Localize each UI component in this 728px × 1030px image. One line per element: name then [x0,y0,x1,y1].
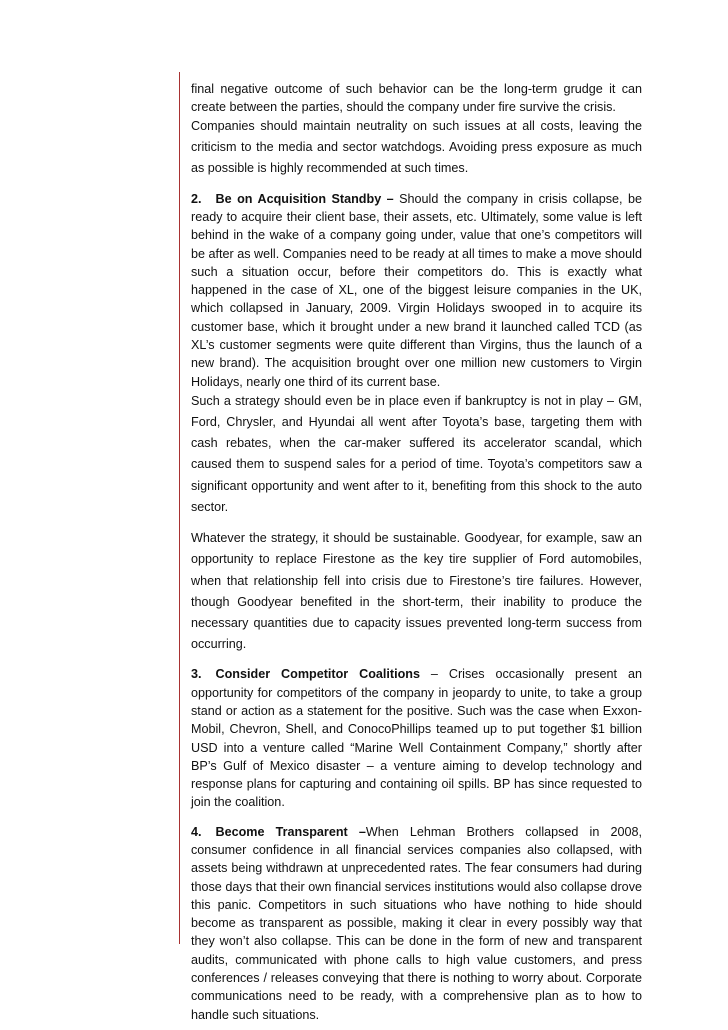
section-2-number: 2. [191,191,202,206]
section-2-body: Should the company in crisis collapse, be ready to acquire their client base, their assets, etc. Ultimately, some value is left behind in the wake of a company going under, value that one’s competitors will be after as well. Companies need to be ready at all times to make a move should such a situation occur, before their competitors do. This is exactly what happened in the case of XL, one of the biggest leisure companies in the UK, which collapsed in January, 2009. Virgin Holidays swooped in to acquire its customer base, which it brought under a new brand it launched called TCD (as XL’s customer segments were quite different than Virgins, thus the launch of a new brand). The acquisition brought over one million new customers to Virgin Holidays, nearly one third of its current base. [191,191,642,389]
document-body [191,80,642,1024]
section-4-number: 4. [191,824,202,839]
section-3-number: 3. [191,667,202,682]
section-4-body: When Lehman Brothers collapsed in 2008, consumer confidence in all financial services companies also collapsed, with assets being withdrawn at unprecedented rates. The fear consumers had during those days that their own financial services institutions would also collapse drove this panic. Competitors in such situations who have nothing to hide should become as transparent as possible, making it clear in every possibly way that they won’t also collapse. This can be done in the form of new and transparent audits, communicated with phone calls to high value customers, and press conferences / releases conveying that there is nothing to worry about. Corporate communications need to be ready, with a comprehensive plan as to how to handle such situations. [191,824,643,1022]
section-2-heading: Be on Acquisition Standby – [215,191,394,206]
section-3-paragraph [191,665,642,811]
section-3-body: – Crises occasionally present an opportunity for competitors of the company in jeopardy to unite, to take a group stand or action as a statement for the positive. Such was the case when Exxon-Mobil, Chevron, Shell, and ConocoPhillips teamed up to put together $1 billion USD into a venture called “Marine Well Containment Company,” shortly after BP’s Gulf of Mexico disaster – a venture aiming to develop technology and response plans for capturing and containing oil spills. BP has since requested to join the coalition. [191,667,642,810]
strategy-paragraph: Such a strategy should even be in place even if bankruptcy is not in play – GM, Ford, Chrysler, and Hyundai all went after Toyota’s base, targeting them with cash rebates, when the car-maker suffered its accelerator scandal, which caused them to suspend sales for a period of time. Toyota’s competitors saw a significant opportunity and went after to it, benefiting from this shock to the auto sector. [191,393,642,514]
margin-rule [179,72,180,944]
goodyear-paragraph: Whatever the strategy, it should be sustainable. Goodyear, for example, saw an opportunity to replace Firestone as the key tire supplier of Ford automobiles, when that relationship fell into crisis due to Firestone’s tire failures. However, though Goodyear benefited in the short-term, their inability to produce the necessary quantities due to capacity issues prevented long-term success from occurring. [191,531,642,652]
section-3-heading: Consider Competitor Coalitions [215,667,420,682]
neutrality-paragraph: Companies should maintain neutrality on such issues at all costs, leaving the criticism to the media and sector watchdogs. Avoiding press exposure as much as possible is highly recommended at such times. [191,119,642,176]
section-4-heading: Become Transparent – [215,824,366,839]
section-4-paragraph [191,823,642,1024]
section-2-paragraph [191,190,642,391]
continuation-paragraph: final negative outcome of such behavior can be the long-term grudge it can create between the parties, should the company under fire survive the crisis. [191,82,642,114]
